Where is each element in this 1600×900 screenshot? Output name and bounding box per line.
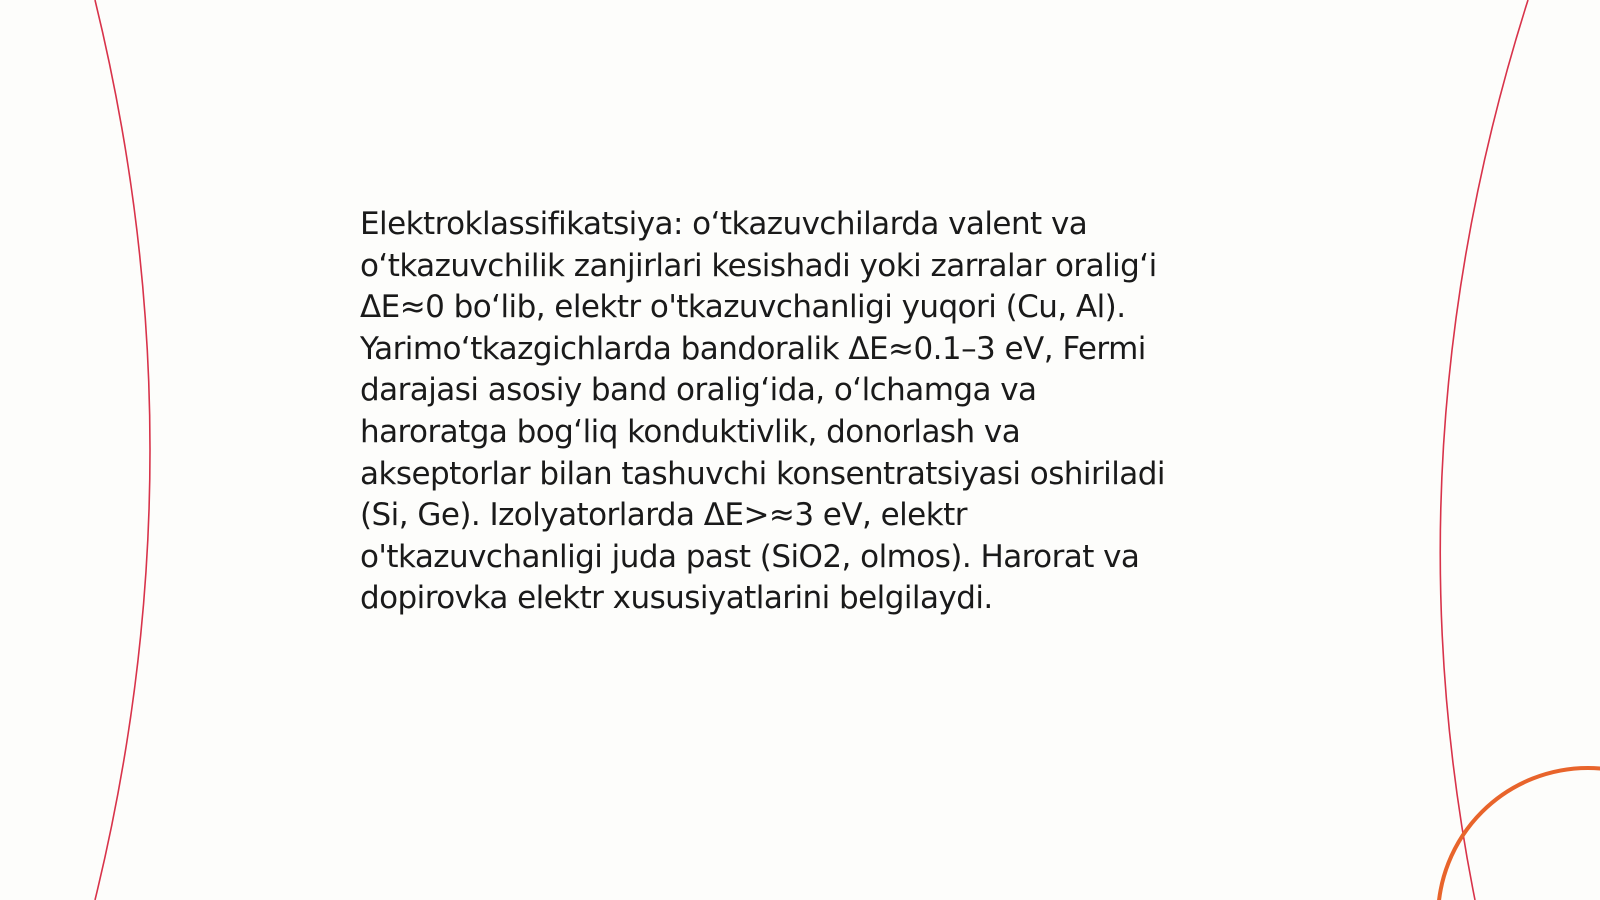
body-text-line: ΔE≈0 bo‘lib, elektr o'tkazuvchanligi yuqori (Cu, Al). [360,289,1126,326]
left-curve [95,0,150,900]
body-text-line: haroratga bog‘liq konduktivlik, donorlash va [360,413,1021,450]
body-text-line: akseptorlar bilan tashuvchi konsentratsiyasi oshiriladi [360,455,1165,492]
body-text-line: o'tkazuvchanligi juda past (SiO2, olmos). Harorat va [360,538,1140,575]
body-text-line: darajasi asosiy band oralig‘ida, o‘lchamga va [360,372,1037,409]
body-text-line: (Si, Ge). Izolyatorlarda ΔE>≈3 eV, elektr [360,497,967,534]
body-text-line: Elektroklassifikatsiya: o‘tkazuvchilarda valent va [360,206,1088,242]
corner-arc [1438,768,1600,900]
body-text-line: o‘tkazuvchilik zanjirlari kesishadi yoki zarralar oralig‘i [360,247,1157,284]
body-text-line: Yarimo‘tkazgichlarda bandoralik ΔE≈0.1–3 eV, Fermi [360,330,1146,367]
body-text-line: dopirovka elektr xususiyatlarini belgilaydi. [360,580,993,617]
right-curve [1440,0,1528,900]
body-text [360,204,1260,620]
